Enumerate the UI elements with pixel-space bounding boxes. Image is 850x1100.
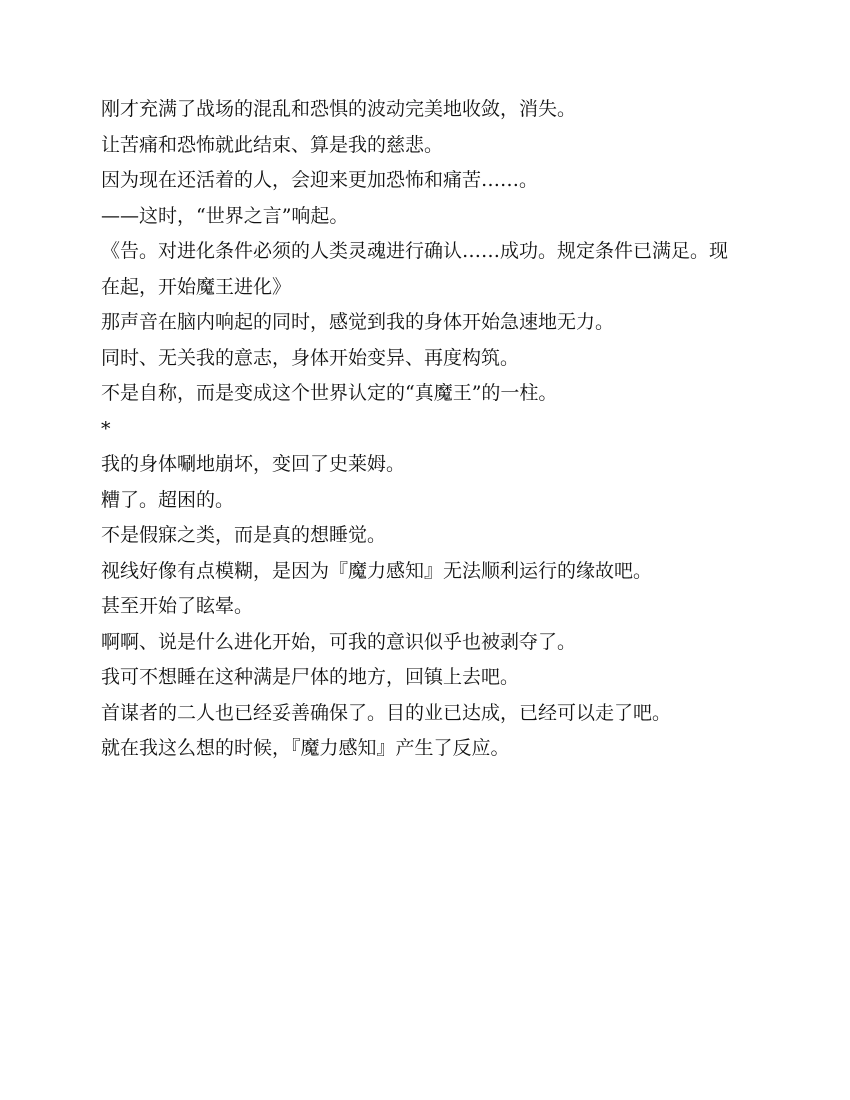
paragraph: 那声音在脑内响起的同时，感觉到我的身体开始急速地无力。 xyxy=(101,311,615,333)
paragraph: 不是自称，而是变成这个世界认定的“真魔王”的一柱。 xyxy=(101,382,558,404)
paragraph: 啊啊、说是什么进化开始，可我的意识似乎也被剥夺了。 xyxy=(101,630,577,653)
paragraph: 我可不想睡在这种满是尸体的地方，回镇上去吧。 xyxy=(101,666,520,688)
paragraph: 《告。对进化条件必须的人类灵魂进行确认……成功。规定条件已满足。现在起，开始魔王进化》 xyxy=(101,240,729,298)
paragraph: 视线好像有点模糊，是因为『魔力感知』无法顺利运行的缘故吧。 xyxy=(101,559,653,582)
paragraph: 首谋者的二人也已经妥善确保了。目的业已达成，已经可以走了吧。 xyxy=(101,701,672,724)
document-body xyxy=(101,92,741,767)
paragraph: 我的身体唰地崩坏，变回了史莱姆。 xyxy=(101,453,406,475)
paragraph: 糟了。超困的。 xyxy=(101,488,235,511)
paragraph: 刚才充满了战场的混乱和恐惧的波动完美地收敛，消失。 xyxy=(101,98,577,120)
paragraph: 不是假寐之类，而是真的想睡觉。 xyxy=(101,524,387,546)
section-separator: * xyxy=(101,417,111,440)
paragraph: ——这时，“世界之言”响起。 xyxy=(101,204,349,227)
paragraph: 就在我这么想的时候，『魔力感知』产生了反应。 xyxy=(101,737,510,759)
paragraph: 同时、无关我的意志，身体开始变异、再度构筑。 xyxy=(101,346,520,369)
paragraph: 让苦痛和恐怖就此结束、算是我的慈悲。 xyxy=(101,133,444,156)
paragraph: 因为现在还活着的人，会迎来更加恐怖和痛苦……。 xyxy=(101,169,539,191)
paragraph: 甚至开始了眩晕。 xyxy=(101,595,254,617)
